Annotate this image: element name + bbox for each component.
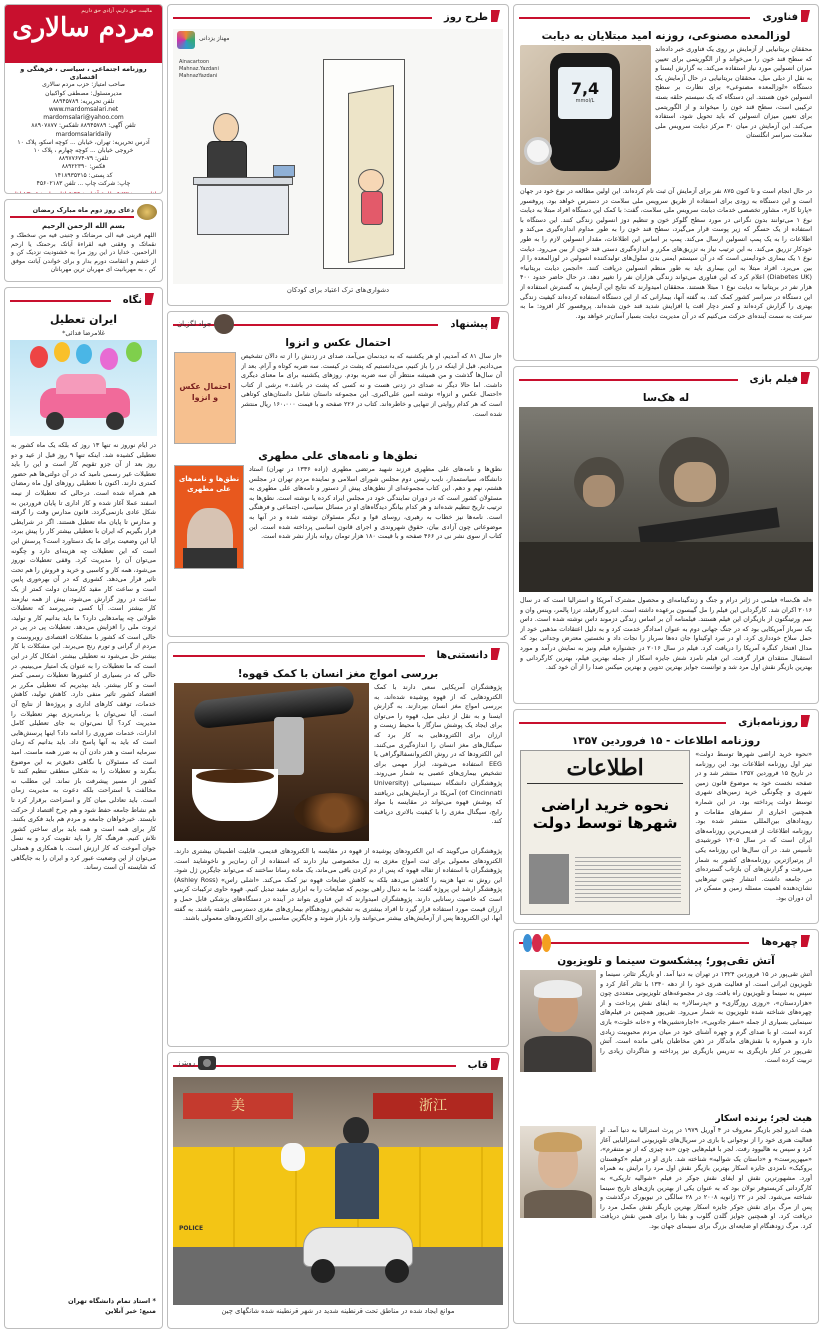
person1-title: آتش تقی‌پور؛ پیشکسوت سینما و تلویزیون (557, 955, 775, 967)
section-tarh-rooz (167, 4, 509, 306)
device-reading: 7,4 (570, 79, 600, 98)
section-tag: قاب (467, 1060, 488, 1071)
negah-footer-2: منبع: خبر آنلاین (105, 1307, 156, 1315)
book1-cover (174, 352, 236, 444)
danestani-title: بررسی امواج مغز انسان با کمک قهوه! (237, 668, 439, 680)
paper-subtitle: روزنامه اجتماعی ، سیاسی ، فرهنگی و اقتصادی (20, 65, 147, 82)
artist-logo-icon (177, 31, 195, 49)
book1-cover-title: احتمال عکس و انزوا (179, 382, 231, 402)
paper-info-list (5, 98, 162, 188)
section-roozname (513, 709, 819, 924)
prayer-text: اللهم قربنی فیه الی مرضاتک و جنبنی فیه من سخطک و نقماتک و وفقنی فیه لقراءة آیاتک برحمتک یا ارحم الراحمین. خدایا در این روز مرا به خشنودیت نزدیک کن و از خشم و انتقامت دورم بدار و برای خواندن آیاتت موفق کن ، به مهربانیت ای مهربان ترین مهربانان (11, 232, 156, 274)
section-tag: فناوری (762, 12, 798, 23)
coffee-photo (174, 683, 369, 841)
sensor-icon (524, 137, 552, 165)
section-ghab (167, 1052, 509, 1329)
negah-title: ایران تعطیل (49, 313, 118, 326)
section-tag: چهره‌ها (761, 937, 798, 948)
section-fanavari (513, 4, 819, 361)
film-title: له هک‌سا (642, 392, 690, 404)
paper-info-line: آدرس تحریریه: تهران، خیابان ... کوچه اسکو، پلاک ۱۰ (17, 138, 150, 146)
newspaper-headline-1: نحوه خرید اراضی (541, 796, 670, 814)
negah-footer-1: * استاد تمام دانشگاه تهران (68, 1297, 156, 1305)
shanghai-lockdown-photo (173, 1077, 503, 1305)
middle-column (167, 4, 509, 1329)
social-telegram: MahnazYazdani (179, 73, 218, 79)
glucose-device-photo (520, 45, 651, 185)
mosque-icon (137, 204, 157, 220)
faces-logo (523, 934, 551, 952)
left-column (4, 4, 163, 1329)
shop-sign-1: 美 (183, 1093, 293, 1119)
device-unit: mmol/L (575, 98, 595, 104)
ghab-caption: موانع ایجاد شده در مناطق تحت قرنطینه شدید در شهر قرنطینه شده شانگهای چین (221, 1307, 455, 1315)
right-column (513, 4, 819, 1329)
paper-info-line: خروجی خیابان ... کوچه چهارم ، پلاک ۱۰ (33, 147, 134, 155)
prayer-tag: دعای روز دوم ماه مبارک رمضان (10, 206, 134, 218)
section-tag: فیلم بازی (749, 374, 798, 385)
paper-info-line: تلفن: ۷۹-۸۸۹۷۷۶۷۴ (58, 155, 109, 163)
roozname-text: «نحوه خرید اراضی شهرها توسط دولت» تیتر اول روزنامه اطلاعات بود. این روزنامه در تاریخ ۱۵ فروردین ۱۳۵۷ منتشر شد و در صفحه نخست خود به موضوع قانون زمین شهری و چگونگی خرید زمین‌های شهری توسط دولت پرداخته بود. در این شماره همچنین اخباری از سفرهای مقامات و رویدادهای بین‌المللی منتشر شده بود. روزنامه اطلاعات از قدیمی‌ترین روزنامه‌های ایران است که در سال ۱۳۰۵ خورشیدی تأسیس شد. در آن سال‌ها این روزنامه یکی از پرتیراژترین روزنامه‌های کشور به شمار می‌رفت و گزارش‌های آن بازتاب گسترده‌ای در جامعه داشت. انتشار چنین تیترهایی نشان‌دهنده اهمیت مسئله زمین و مسکن در آن دوران بود. (695, 750, 812, 902)
paper-info-line: تلفن تحریریه: ۸۸۹۴۵۷۸۹ (52, 97, 115, 105)
book2-text: نطق‌ها و نامه‌های علی مطهری فرزند شهید مرتضی مطهری (زاده ۱۳۳۶ در تهران) استاد دانشگاه، سیاستمدار، نایب رئیس دوم مجلس شورای اسلامی و نماینده مردم تهران در مجلس هشتم، نهم و دهم. این کتاب مجموعه‌ای از نطق‌های پیش از دستور و نامه‌های علی مطهری به مسئولان کشور است که در دوران نمایندگی خود در مجلس ایراد کرده یا نوشته است. نطق‌ها به ترتیب تاریخ تنظیم شده‌اند و هر کدام بیانگر دیدگاه‌های او در مسائل سیاسی، اجتماعی و فرهنگی است. نامه‌ها نیز خطاب به رهبری، روسای قوا و دیگر مسئولان نوشته شده و در آنها به موضوعاتی چون آزادی بیان، حقوق شهروندی و اجرای قانون اساسی پرداخته شده است. این کتاب از سوی نشر نی در ۴۶۶ صفحه و با قیمت ۱۸۰ هزار تومان روانه بازار نشر شده است. (249, 465, 502, 541)
newspaper-logo (5, 5, 162, 63)
paper-owner: صاحب امتیاز: حزب مردم سالاری (42, 81, 125, 89)
section-tag: نگاه (122, 295, 142, 306)
cartoon-illustration (173, 29, 503, 284)
section-negah (4, 287, 163, 1329)
book1-text: «از سال ۸۱ که آمدیم، او هر یکشنبه که به دیدنمان می‌آمد، صدای در زدنش را از ته دالان تشخیص می‌دادیم. قبل از اینکه در را باز کنیم، می‌دانستیم که پشت در کیست. سه ضربه کوتاه و آرام. بعد از آن سال‌ها گذشت و من همیشه منتظر آن سه ضربه بودم. روزهای یکشنبه برای ما معنای دیگری داشت. اما حالا دیگر نه صدای در زدنی هست و نه کسی که پشت در باشد.» برشی از کتاب «احتمال عکس و انزوا» نوشته امین علی‌اکبری. این مجموعه داستان شامل داستان‌های کوتاهی است که هر کدام روایتی از تنهایی و خاطره‌اند. کتاب در ۲۲۶ صفحه و با قیمت ۱۶۰،۰۰۰ ریال منتشر شده است. (241, 352, 502, 418)
paper-info-line: www.mardomsalari.net (48, 106, 119, 114)
section-tag: پیشنهاد (450, 319, 488, 330)
book2-cover-title: نطق‌ها و نامه‌های علی مطهری (178, 475, 240, 493)
person2-photo (520, 1126, 596, 1218)
camera-icon (198, 1056, 216, 1070)
book2-title: نطق‌ها و نامه‌های علی مطهری (258, 450, 418, 462)
negah-illustration (10, 340, 157, 436)
prayer-heading: بسم الله الرحمن الرحیم (42, 222, 125, 230)
section-danestani (167, 642, 509, 1047)
social-instagram: Ainacartoon (179, 59, 210, 65)
film-still-photo (519, 407, 813, 592)
cartoon-caption: دشواری‌های ترک اعتیاد برای کودکان (286, 286, 390, 294)
social-twitter: Mahnaz.Yazdani (179, 66, 219, 72)
section-pishnahad (167, 311, 509, 637)
artist-name: مهناز یزدانی (199, 35, 230, 42)
author-name: جواد لگزیان (177, 320, 212, 328)
section-prayer (4, 199, 163, 282)
book2-cover (174, 465, 244, 569)
danestani-text: پژوهشگران آمریکایی سعی دارند با کمک الکترودهایی که از قهوه پوشیده شده‌اند، به بررسی امواج مغز انسان بپردازند. به گزارش ایسنا و به نقل از دیلی میل، قهوه را می‌توان برای ایجاد یک پوشش سازگار با محیط زیست و ارزان برای الکترودهایی به کار برد که سیگنال‌های مغز انسان را اندازه‌گیری می‌کنند. این الکترودها که در روش الکتروانسفالوگرافی یا EEG استفاده می‌شوند، ابزار مهمی برای تشخیص بیماری‌های عصبی به شمار می‌روند. پژوهشگران دانشگاه سینسیناتی (University of Cincinnati) آمریکا در آزمایش‌هایی دریافتند که پوشش قهوه می‌تواند در مقایسه با مواد رایج، سیگنال مغزی را با کیفیت بالاتری دریافت کند. (374, 683, 502, 826)
book1-title: احتمال عکس و انزوا (285, 337, 391, 349)
section-chehreha (513, 929, 819, 1324)
paper-info-line: تلفن آگهی: ۸۸۹۴۵۷۸۹ تلفکس: ۸۸۹۰۷۸۷۷ (31, 122, 136, 130)
prayer-times (5, 191, 162, 194)
roozname-title: روزنامه اطلاعات - ۱۵ فروردین ۱۳۵۷ (571, 735, 761, 747)
danestani-text-full: پژوهشگران می‌گویند که این الکترودهای پوشیده از قهوه در مقایسه با الکترودهای قدیمی، قابلیت اطمینان بیشتری دارند. الکترودهای معمولی برای ثبت امواج مغزی به ژل مخصوصی نیاز دارند که استفاده از آن زمان‌بر و ناخوشایند است. پژوهشگران با استفاده از تفاله قهوه که پس از دم کردن باقی می‌ماند، یک ماده رسانا ساختند که می‌تواند جایگزین ژل شود. این روش نه تنها هزینه را کاهش می‌دهد بلکه به کاهش ضایعات قهوه نیز کمک می‌کند. «اشلی راس» (Ashley Ross) پژوهشگر ارشد این پروژه گفت: ما به دنبال راهی بودیم که ضایعات را به ابزاری مفید تبدیل کنیم. قهوه حاوی ترکیبات کربنی است که خاصیت رسانایی دارند. پژوهشگران امیدوارند که این فناوری بتواند در آینده در دستگاه‌های پزشکی قابل حمل و ارزان قیمت مورد استفاده قرار گیرد تا افراد بیشتری به تشخیص زودهنگام بیماری‌های مغزی دسترسی داشته باشند. به گفته آنها، این الکترودها پس از آزمایش‌های بیشتر می‌توانند وارد بازار شوند و جایگزین مناسبی برای الکترودهای معمولی باشند. (174, 847, 502, 923)
film-text: «له هک‌سا» فیلمی در ژانر درام و جنگ و زندگینامه‌ای و محصول مشترک آمریکا و استرالیا است که در سال ۲۰۱۶ اکران شد. کارگردانی این فیلم را مل گیبسون برعهده داشته است. اندرو گارفیلد، ترزا پالمر، وینس وان و سم ورتینگتون از بازیگران این فیلم هستند. فیلمنامه آن بر اساس زندگی دزموند داس نوشته شده است. داس یک سرباز آمریکایی بود که در جنگ جهانی دوم به عنوان امدادگر خدمت کرد و به دلیل اعتقادات مذهبی خود از حمل سلاح خودداری کرد. او در نبرد اوکیناوا جان ده‌ها سرباز را نجات داد و نخستین معترض وجدانی بود که مدال افتخار کنگره آمریکا را دریافت کرد. فیلم در سال ۲۰۱۶ در جشنواره فیلم ونیز به نمایش درآمد و مورد استقبال منتقدان قرار گرفت. این فیلم نامزد شش جایزه اسکار از جمله بهترین فیلم، بهترین کارگردانی و بهترین بازیگر نقش اول مرد شد و توانست جوایز بهترین تدوین و بهترین میکس صدا را از آن خود کند. (520, 596, 812, 672)
photo-credit: رویترز (177, 1059, 196, 1067)
negah-author: غلامرضا فدائی* (62, 329, 105, 337)
paper-info-line: mardomsalari@yahoo.com (43, 114, 124, 122)
paper-director: مدیرمسئول: مصطفی کواکبیان (45, 89, 122, 97)
newspaper-scan (520, 750, 690, 915)
section-tag: روزنامه‌بازی (738, 717, 798, 728)
section-tag: دانستنی‌ها (436, 650, 488, 661)
person1-text: آتش تقی‌پور در ۱۵ فروردین ۱۳۲۴ در تهران به دنیا آمد. او بازیگر تئاتر، سینما و تلویزیون ایرانی است. او فعالیت هنری خود را از دهه ۱۳۴۰ با تئاتر آغاز کرد و سپس به سینما و تلویزیون راه یافت. وی در مجموعه‌های تلویزیونی متعددی چون «هزاردستان»، «روزی روزگاری» و «پدرسالار» به ایفای نقش پرداخت و از چهره‌های شناخته شده تلویزیون به شمار می‌رود. تقی‌پور همچنین در فیلم‌های سینمایی بسیاری از جمله «سفر جادویی»، «اجاره‌نشین‌ها» و «خانه خلوت» بازی کرده است. او با صدای گرم و چهره آشنای خود در میان مردم محبوبیت زیادی دارد و همواره با نقش‌های ماندگار در ذهن مخاطبان باقی مانده است. آتش تقی‌پور در کنار بازیگری به تدریس بازیگری نیز پرداخته و شاگردان زیادی را تربیت کرده است. (600, 970, 812, 1065)
logo-text: مردم سالاری (12, 13, 155, 43)
shop-sign-2: 浙江 (373, 1093, 493, 1119)
logo-slogan: مالیت، حق داریم، آزادی حق داریم (81, 8, 152, 14)
article-text-full: در حال انجام است و تا کنون ۸۷۵ نفر برای آزمایش آن ثبت نام کرده‌اند. این اولین مطالعه در نوع خود در جهان است و این دستگاه به زودی برای استفاده از طریق سرویس ملی سلامت در دسترس خواهد بود. پروفسور «پارتا کار»، مشاور تخصصی خدمات دیابت سرویس ملی سلامت، گفت: با کمک این دستگاه افراد مبتلا به دیابت نوع ۱ می‌توانند بدون نگرانی در مورد سطح گلوکز خون و تنظیم دوز انسولین زندگی کنند. این دستگاه با استفاده از یک حسگر که زیر پوست قرار می‌گیرد، سطح قند خون را به طور مداوم اندازه‌گیری می‌کند و اطلاعات را به یک پمپ انسولین ارسال می‌کند. پمپ بر اساس این اطلاعات، مقدار انسولین لازم را به طور خودکار تزریق می‌کند. به این ترتیب نیاز به تزریق‌های مکرر و اندازه‌گیری دستی قند خون از بین می‌رود. دیابت نوع ۱ یک بیماری خودایمنی است که در آن سیستم ایمنی بدن سلول‌های تولیدکننده انسولین در لوزالمعده را از بین می‌برد. افراد مبتلا به این بیماری باید به طور منظم انسولین دریافت کنند. «انجمن دیابت بریتانیا» (Diabetes UK) اعلام کرد که این فناوری می‌تواند زندگی هزاران نفر را تغییر دهد. در حال حاضر حدود ۴۰۰ هزار نفر در بریتانیا به دیابت نوع ۱ مبتلا هستند. محققان امیدوارند که نتایج این آزمایش به گسترش استفاده از این دستگاه در سراسر کشور کمک کند. به گفته آنها، بیمارانی که از این دستگاه استفاده کرده‌اند کیفیت زندگی بهتری را گزارش کرده‌اند و کمتر دچار افت یا افزایش شدید قند خون شده‌اند. پروفسور کار افزود: ما به سرعت به سمت آینده‌ای حرکت می‌کنیم که در آن مدیریت دیابت بسیار آسان‌تر خواهد بود. (520, 187, 812, 320)
paper-info-line: mardomsalaridaily (55, 130, 112, 138)
paper-info-line: فکس: ۸۸۹۲۲۳۹۰ (61, 163, 106, 171)
article-text: محققان بریتانیایی از آزمایش بر روی یک فناوری خبر داده‌اند که سطح قند خون را می‌خواند و از الگوریتمی برای تعیین میزان انسولین مورد نیاز استفاده می‌کند. به گزارش ایسنا و به نقل از دیلی میل، ‌محققان بریتانیایی در حال آزمایش یک دستگاه «لوزالمعده مصنوعی» برای نظارت بر سطح انسولین خون هستند. این دستگاه که یک سیستم حلقه بسته ترکیبی است، سطح قند خون را میخواند و از الگوریتمی برای تعیین میزان انسولین که باید تحویل شود، استفاده می‌کند. این آزمایش در میان ۳۰ مرکز دیابت سرویس ملی سلامت سراسر انگلستان (655, 45, 812, 140)
person2-text: هیث اندرو لجر بازیگر معروف در ۴ آوریل ۱۹۷۹ در پرث استرالیا به دنیا آمد. او فعالیت هنری خود را از نوجوانی با بازی در سریال‌های تلویزیونی استرالیایی آغاز کرد و سپس به هالیوود رفت. لجر با فیلم‌هایی چون «ده چیزی که از تو متنفرم»، «میهن‌پرست» و «داستان یک شوالیه» شناخته شد. بازی او در فیلم «کوهستان بروکبک» نامزدی جایزه اسکار بهترین بازیگر نقش اول مرد را برایش به همراه آورد. مشهورترین نقش او ایفای نقش جوکر در فیلم «شوالیه تاریکی» به کارگردانی کریستوفر نولان بود که به عنوان یکی از بهترین بازی‌های تاریخ سینما شناخته می‌شود. لجر در ۲۲ ژانویه ۲۰۰۸ در ۲۸ سالگی در نیویورک درگذشت و پس از مرگ برای نقش جوکر جایزه اسکار بهترین بازیگر نقش مکمل مرد را دریافت کرد. او همچنین جوایز گلدن گلوب و بفتا را برای همین نقش دریافت کرد. مرگ زودهنگام او ضایعه‌ای بزرگ برای سینمای جهان بود. (600, 1126, 812, 1230)
negah-text: در ایام نوروز نه تنها ۱۳ روز که بلکه یک ماه کشور به تعطیلی کشیده شد. اینکه تنها ۹ روز قبل از عید و دو روز بعد از آن جزو تقویم کار است و این را باید تعطیلات غیر رسمی نامید که در آن دولتی‌ها هم حضور کمتری دارند. اکنون با تعطیلی روزهای اول ماه رمضان هم همراه شده است. درحالی که تعطیلات از نیمه اسفند عملا آغاز شده و کار اداری تا پایان فروردین به شکل عادی بازنمی‌گردد. قانون مدارس وقت را گرفته و مدارس تا پایان ماه تعطیل هستند. اگر در شرایطی قرار بگیریم که ایران با تعطیلی بیشتر کار را پیش ببرد، آیا این وضعیت برای ما یک دستاورد است؟ پرسش این است که این تعطیلات چه هزینه‌ای دارد و چگونه می‌توان آن را مدیریت کرد. وقفی تعطیلات نوروز می‌شود، همه کار و کاسبی و خرید و فروش را هم تحت تاثیر قرار می‌دهد. کشوری که در آن بهره‌وری پایین است و ساعت کار مفید کارمندان دولت کمتر از یک ساعت در روز گزارش می‌شود، بیش از همه نیازمند کار بیشتر است. آیا کسی نمی‌پرسد که تعطیلات طولانی چه پیامدهایی دارد؟ ما باید بدانیم کار و تولید، ثروت ملی را افزایش می‌دهد. تعطیلات پی در پی در حالی است که کشور با مشکلات اقتصادی روبروست و مردم از گرانی و تورم رنج می‌برند. این مشکلات با کار بیشتر حل می‌شود نه تعطیلی بیشتر. اشکال کار در این است که ما تعطیلات را به عنوان یک امتیاز می‌بینیم. در حالی که در بسیاری از کشورها تعطیلات رسمی کمتر است و کار بیشتر. باید بپذیریم که تعطیلی مکرر بر اقتصاد کشور تاثیر منفی دارد. کاهش تولید، کاهش خدمات، توقف کارهای اداری و پروژه‌ها از نتایج آن است. آیا نمی‌توان با برنامه‌ریزی بهتر تعطیلات را مدیریت کرد؟ آیا نمی‌توان به جای تعطیلی کامل ادارات، خدمات ضروری را ادامه داد؟ اینها پرسش‌هایی است که باید به آنها پاسخ داد. باید بدانیم که زمان سرمایه است و هدر دادن آن به ضرر همه ماست. امید است که مسئولان با نگاهی دقیق‌تر به این موضوع بنگرند و تعطیلات را به شکلی منطقی تنظیم کنند تا کشور از مسیر پیشرفت باز نماند. این مطلب نه مخالفت با استراحت بلکه دعوت به مدیریت زمان است. باید تعادلی میان کار و استراحت برقرار کرد تا هم نشاط جامعه حفظ شود و هم چرخ اقتصاد از حرکت نایستد. خیرخواهان جامعه و مردم هم باید فکری بکنند. کار برای همه است و همه باید برای ساختن کشور تلاش کنیم. فرهنگ کار را باید تقویت کرد و به نسل جوان آموخت که کار ارزش است. با همکاری و همدلی می‌توان از این وضعیت عبور کرد و ایران را به جایگاهی که شایسته آن است رساند. (11, 441, 156, 872)
section-film (513, 366, 819, 704)
article-title: لوزالمعده مصنوعی، روزنه امید مبتلایان به دیابت (541, 30, 791, 42)
paper-info-line: چاپ: شرکت چاپ ... تلفن ۴۵۶۰۲۱۸۳ (36, 179, 131, 187)
section-tag: طرح روز (443, 12, 488, 23)
paper-info-line: کد پستی: ۱۴۱۸۹۳۵۳۱۵ (54, 171, 113, 179)
newspaper-name: اطلاعات (566, 755, 644, 781)
person2-title: هیث لجر؛ برنده اسکار (715, 1114, 812, 1124)
person1-photo (520, 970, 596, 1072)
police-label: POLICE (179, 1225, 204, 1232)
newspaper-headline-2: شهرها توسط دولت (532, 814, 678, 832)
author-avatar (214, 314, 234, 334)
masthead (4, 4, 163, 194)
